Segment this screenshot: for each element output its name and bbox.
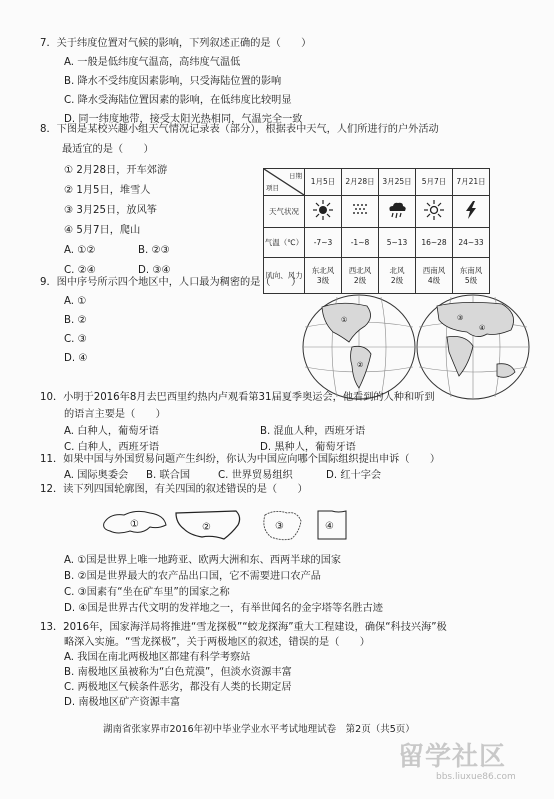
q7-option-d: D. 同一纬度地带，接受太阳光热相同，气温完全一致 <box>64 114 303 125</box>
q9-option-d: D. ④ <box>64 353 88 364</box>
date-header: 1月5日 <box>305 169 342 196</box>
lightning-icon <box>460 199 482 221</box>
q10-options-row1 <box>64 424 530 439</box>
wind-level: 3级 <box>316 275 330 285</box>
q12-option-a: A. ①国是世界上唯一地跨亚、欧两大洲和东、西两半球的国家 <box>64 555 342 566</box>
q8-item-1: ① 2月28日，开车郊游 <box>64 165 168 176</box>
q8-item-4: ④ 5月7日，爬山 <box>64 225 141 236</box>
q9-option-a: A. ① <box>64 296 87 307</box>
q7-stem: 7．关于纬度位置对气候的影响，下列叙述正确的是（ ） <box>40 38 312 49</box>
date-header: 7月21日 <box>453 169 490 196</box>
snow-icon <box>349 199 371 221</box>
table-corner-cell <box>264 169 305 196</box>
country-label-2: ② <box>202 522 211 533</box>
q11-stem: 11．如果中国与外国贸易问题产生纠纷，你认为中国应向哪个国际组织提出申诉（ ） <box>40 454 441 465</box>
weather-cell <box>453 196 490 228</box>
q8-option-b: B. ②③ <box>138 245 170 256</box>
q8-item-3: ③ 3月25日，放风筝 <box>64 205 157 216</box>
q12-option-c: C. ③国素有“坐在矿车里”的国家之称 <box>64 587 230 598</box>
country-label-4: ④ <box>325 521 334 532</box>
wind-level: 5级 <box>464 275 478 285</box>
weather-cell <box>379 196 416 228</box>
map-marker-3: ③ <box>457 314 464 322</box>
question-10 <box>40 390 530 455</box>
wind-direction: 东南风 <box>459 265 483 275</box>
country-outline-4 <box>312 505 352 545</box>
row-label-temp: 气温（℃） <box>264 228 305 258</box>
corner-item-label: 项目 <box>266 184 279 192</box>
q9-option-c: C. ③ <box>64 334 87 345</box>
question-13 <box>40 620 530 710</box>
wind-level: 2级 <box>353 275 367 285</box>
country-outline-3 <box>257 505 305 545</box>
q7-option-c: C. 降水受海陆位置因素的影响，在低纬度比较明显 <box>64 95 292 106</box>
q13-option-c: C. 两极地区气候条件恶劣，都没有人类的长期定居 <box>64 682 292 693</box>
map-marker-4: ④ <box>479 324 486 332</box>
wind-direction: 西南风 <box>422 265 446 275</box>
wind-direction: 西北风 <box>348 265 372 275</box>
q10-option-b: B. 混血人种，西班牙语 <box>260 426 366 437</box>
wind-level: 2级 <box>390 275 404 285</box>
q10-stem-line2: 的语言主要是（ ） <box>64 409 166 420</box>
q12-stem: 12．读下列四国轮廓图，有关四国的叙述错误的是（ ） <box>40 484 308 495</box>
question-12-options <box>40 553 530 616</box>
q9-option-b: B. ② <box>64 315 87 326</box>
q10-stem-line1: 10．小明于2016年8月去巴西里约热内卢观看第31届夏季奥运会，他看到的人种和听到 <box>40 392 435 403</box>
q9-stem: 9．图中序号所示四个地区中，人口最为稠密的是（ ） <box>40 277 302 288</box>
temp-cell: 5~13 <box>379 228 416 258</box>
q11-option-b: B. 联合国 <box>146 470 191 481</box>
q13-stem-line1: 13．2016年，国家海洋局将推进“雪龙探极”“蛟龙探海”重大工程建设，确保“科技兴海”极 <box>40 622 447 633</box>
wind-direction: 东北风 <box>311 265 335 275</box>
country-label-1: ① <box>130 519 139 530</box>
q12-option-b: B. ②国是世界最大的农产品出口国，它不需要进口农产品 <box>64 571 321 582</box>
world-hemispheres-map <box>297 292 537 402</box>
page-footer: 湖南省张家界市2016年初中毕业学业水平考试地理试卷 第2页（共5页） <box>103 724 415 735</box>
map-marker-2: ② <box>357 361 364 369</box>
weather-cell <box>342 196 379 228</box>
temp-cell: 16~28 <box>416 228 453 258</box>
weather-cell <box>305 196 342 228</box>
q13-stem-line2: 略深入实施。“雪龙探极”，关于两极地区的叙述，错误的是（ ） <box>64 637 370 648</box>
q11-option-d: D. 红十字会 <box>326 470 382 481</box>
temp-cell: -7~3 <box>305 228 342 258</box>
q13-option-b: B. 南极地区虽被称为“白色荒漠”，但淡水资源丰富 <box>64 667 292 678</box>
q10-option-a: A. 白种人，葡萄牙语 <box>64 426 159 437</box>
row-label-weather: 天气状况 <box>264 196 305 228</box>
question-12 <box>40 482 530 497</box>
q12-option-d: D. ④国是世界古代文明的发祥地之一，有举世闻名的金字塔等名胜古迹 <box>64 603 383 614</box>
q11-options <box>64 468 530 483</box>
sun-icon <box>312 199 334 221</box>
q13-option-d: D. 南极地区矿产资源丰富 <box>64 697 181 708</box>
temp-cell: 24~33 <box>453 228 490 258</box>
q8-option-c: C. ②④ <box>64 265 96 276</box>
q10-option-d: D. 黑种人，葡萄牙语 <box>260 442 356 453</box>
q11-option-a: A. 国际奥委会 <box>64 470 129 481</box>
country-label-3: ③ <box>275 521 284 532</box>
q11-option-c: C. 世界贸易组织 <box>218 470 293 481</box>
weather-cell <box>416 196 453 228</box>
date-header: 5月7日 <box>416 169 453 196</box>
q8-stem-line2: 最适宜的是（ ） <box>62 144 154 155</box>
q10-option-c: C. 白种人，西班牙语 <box>64 442 160 453</box>
watermark <box>398 742 516 783</box>
q8-option-a: A. ①② <box>64 245 96 256</box>
temp-cell: -1~8 <box>342 228 379 258</box>
country-outline-2 <box>172 505 244 545</box>
q7-option-b: B. 降水不受纬度因素影响，只受海陆位置的影响 <box>64 76 282 87</box>
q13-option-a: A. 我国在南北两极地区都建有科学考察站 <box>64 652 251 663</box>
country-outline-1 <box>100 505 170 543</box>
watermark-url: bbs.liuxue86.com <box>436 772 516 782</box>
date-header: 2月28日 <box>342 169 379 196</box>
q8-option-d: D. ③④ <box>138 265 171 276</box>
sun-icon <box>423 199 445 221</box>
question-11 <box>40 452 530 483</box>
q8-item-2: ② 1月5日，堆雪人 <box>64 185 151 196</box>
row-label-wind: 风向、风力 <box>264 258 305 294</box>
wind-level: 4级 <box>427 275 441 285</box>
rain-cloud-icon <box>386 199 408 221</box>
map-marker-1: ① <box>341 316 348 324</box>
corner-date-label: 日期 <box>289 172 302 180</box>
wind-direction: 北风 <box>389 265 405 275</box>
q7-option-a: A. 一般是低纬度气温高，高纬度气温低 <box>64 57 241 68</box>
q8-stem-line1: 8．下图是某校兴趣小组天气情况记录表（部分），根据表中天气，人们所进行的户外活动 <box>40 124 439 135</box>
watermark-title: 留学社区 <box>398 742 507 772</box>
question-7 <box>40 36 530 127</box>
date-header: 3月25日 <box>379 169 416 196</box>
